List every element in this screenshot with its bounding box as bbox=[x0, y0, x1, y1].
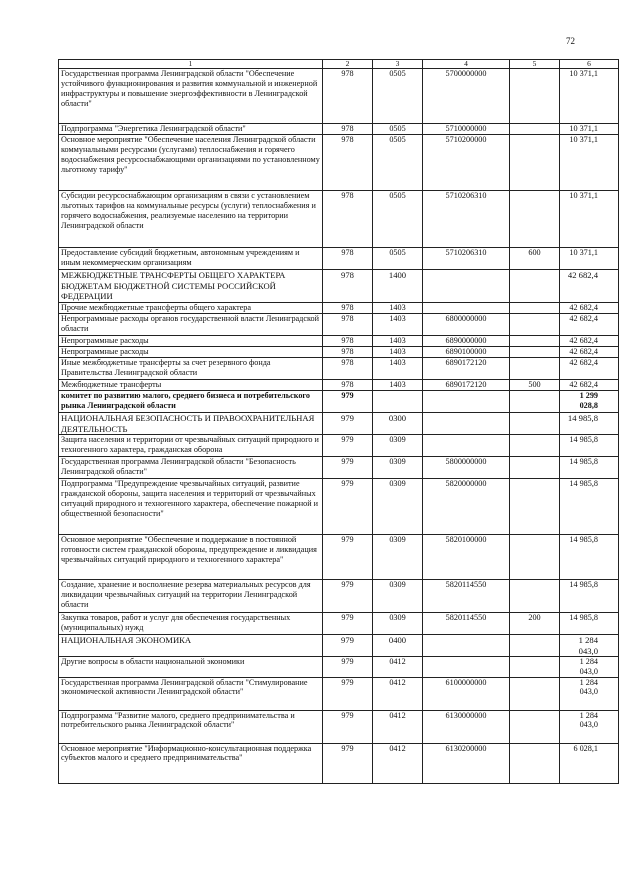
row-code-2: 978 bbox=[323, 303, 373, 314]
table-row bbox=[59, 391, 619, 413]
row-code-3: 1403 bbox=[373, 336, 423, 347]
row-code-5 bbox=[510, 336, 560, 347]
row-amount: 14 985,8 bbox=[560, 457, 619, 479]
row-name: МЕЖБЮДЖЕТНЫЕ ТРАНСФЕРТЫ ОБЩЕГО ХАРАКТЕРА БЮДЖЕТАМ БЮДЖЕТНОЙ СИСТЕМЫ РОССИЙСКОЙ ФЕДЕРАЦИИ bbox=[59, 270, 323, 303]
row-name: Подпрограмма "Развитие малого, среднего предпринимательства и потребительского рынка Ленинградской области" bbox=[59, 710, 323, 743]
row-code-4: 6890172120 bbox=[423, 358, 510, 380]
row-code-3: 1403 bbox=[373, 314, 423, 336]
row-amount: 14 985,8 bbox=[560, 580, 619, 613]
row-code-3: 1403 bbox=[373, 303, 423, 314]
row-name: НАЦИОНАЛЬНАЯ БЕЗОПАСНОСТЬ И ПРАВООХРАНИТЕЛЬНАЯ ДЕЯТЕЛЬНОСТЬ bbox=[59, 413, 323, 435]
page-number: 72 bbox=[566, 36, 575, 46]
row-amount: 42 682,4 bbox=[560, 347, 619, 358]
row-code-5 bbox=[510, 435, 560, 457]
row-name: Основное мероприятие "Обеспечение и поддержание в постоянной готовности систем гражданской обороны, предупреждение и ликвидация чрезвычайных ситуаций природного и техногенного характера" bbox=[59, 535, 323, 580]
row-code-3: 1403 bbox=[373, 347, 423, 358]
row-name: Защита населения и территории от чрезвычайных ситуаций природного и техногенного характера, гражданская оборона bbox=[59, 435, 323, 457]
column-number: 2 bbox=[323, 60, 373, 69]
row-code-5 bbox=[510, 635, 560, 657]
row-name: Прочие межбюджетные трансферты общего характера bbox=[59, 303, 323, 314]
row-code-5 bbox=[510, 347, 560, 358]
row-code-3: 0412 bbox=[373, 743, 423, 783]
row-amount: 42 682,4 bbox=[560, 270, 619, 303]
row-code-4: 5800000000 bbox=[423, 457, 510, 479]
row-name: Субсидии ресурсоснабжающим организациям в связи с установлением льготных тарифов на коммунальные ресурсы (услуги) теплоснабжения и горячего водоснабжения, реализуемые населению на территории Ленинградской области bbox=[59, 191, 323, 248]
row-code-4 bbox=[423, 435, 510, 457]
table-row bbox=[59, 380, 619, 391]
row-code-5 bbox=[510, 656, 560, 677]
row-name: Закупка товаров, работ и услуг для обеспечения государственных (муниципальных) нужд bbox=[59, 613, 323, 635]
row-code-2: 978 bbox=[323, 347, 373, 358]
row-code-3: 1403 bbox=[373, 358, 423, 380]
row-code-2: 978 bbox=[323, 358, 373, 380]
table-row bbox=[59, 135, 619, 191]
row-code-3: 0412 bbox=[373, 656, 423, 677]
row-amount: 14 985,8 bbox=[560, 613, 619, 635]
row-code-4: 5710000000 bbox=[423, 124, 510, 135]
row-code-3: 0505 bbox=[373, 191, 423, 248]
row-code-2: 978 bbox=[323, 380, 373, 391]
row-code-5 bbox=[510, 413, 560, 435]
table-row bbox=[59, 413, 619, 435]
row-code-2: 979 bbox=[323, 743, 373, 783]
table-row bbox=[59, 314, 619, 336]
row-code-5 bbox=[510, 270, 560, 303]
row-code-5: 200 bbox=[510, 613, 560, 635]
budget-table bbox=[58, 59, 619, 784]
row-code-5 bbox=[510, 710, 560, 743]
row-code-5 bbox=[510, 135, 560, 191]
row-name: Основное мероприятие "Обеспечение населения Ленинградской области коммунальными ресурсами (услугами) теплоснабжения и горячего водоснабжения ресурсоснабжающими организациями по установленному льготному тарифу" bbox=[59, 135, 323, 191]
row-code-5 bbox=[510, 358, 560, 380]
row-name: Государственная программа Ленинградской области "Обеспечение устойчивого функционирования и развития коммунальной и инженерной инфраструктуры и повышение энергоэффективности в Ленинградской области" bbox=[59, 69, 323, 124]
column-number: 3 bbox=[373, 60, 423, 69]
row-code-3: 1403 bbox=[373, 380, 423, 391]
row-amount: 10 371,1 bbox=[560, 69, 619, 124]
table-row bbox=[59, 677, 619, 710]
row-amount: 14 985,8 bbox=[560, 535, 619, 580]
row-code-4: 5710206310 bbox=[423, 191, 510, 248]
table-row bbox=[59, 656, 619, 677]
row-amount: 42 682,4 bbox=[560, 314, 619, 336]
row-amount: 1 284 043,0 bbox=[560, 710, 619, 743]
row-code-2: 979 bbox=[323, 413, 373, 435]
row-code-4 bbox=[423, 303, 510, 314]
row-code-5 bbox=[510, 535, 560, 580]
row-code-2: 978 bbox=[323, 270, 373, 303]
row-amount: 10 371,1 bbox=[560, 135, 619, 191]
row-code-2: 978 bbox=[323, 69, 373, 124]
row-name: Подпрограмма "Энергетика Ленинградской области" bbox=[59, 124, 323, 135]
row-amount: 1 284 043,0 bbox=[560, 677, 619, 710]
table-row bbox=[59, 124, 619, 135]
row-name: Непрограммные расходы bbox=[59, 336, 323, 347]
row-code-2: 978 bbox=[323, 124, 373, 135]
row-name: Государственная программа Ленинградской области "Безопасность Ленинградской области" bbox=[59, 457, 323, 479]
table-row bbox=[59, 336, 619, 347]
table-row bbox=[59, 435, 619, 457]
row-name: Другие вопросы в области национальной экономики bbox=[59, 656, 323, 677]
row-amount: 42 682,4 bbox=[560, 336, 619, 347]
row-name: Подпрограмма "Предупреждение чрезвычайных ситуаций, развитие гражданской обороны, защита населения и территорий от чрезвычайных ситуаций природного и техногенного характера, обеспечение пожарной и общественной безопасности" bbox=[59, 479, 323, 535]
row-code-3: 0309 bbox=[373, 457, 423, 479]
row-amount: 42 682,4 bbox=[560, 358, 619, 380]
row-code-3: 0309 bbox=[373, 613, 423, 635]
row-code-4 bbox=[423, 656, 510, 677]
row-code-3: 0505 bbox=[373, 69, 423, 124]
row-code-2: 979 bbox=[323, 535, 373, 580]
row-code-4: 6890000000 bbox=[423, 336, 510, 347]
row-code-4: 5820100000 bbox=[423, 535, 510, 580]
row-amount: 1 299 028,8 bbox=[560, 391, 619, 413]
row-code-2: 979 bbox=[323, 710, 373, 743]
row-code-5 bbox=[510, 191, 560, 248]
row-amount: 14 985,8 bbox=[560, 479, 619, 535]
row-code-3: 0412 bbox=[373, 710, 423, 743]
row-code-2: 978 bbox=[323, 135, 373, 191]
row-name: Непрограммные расходы органов государственной власти Ленинградской области bbox=[59, 314, 323, 336]
row-code-3: 0400 bbox=[373, 635, 423, 657]
table-row bbox=[59, 479, 619, 535]
row-code-4: 5700000000 bbox=[423, 69, 510, 124]
row-name: Государственная программа Ленинградской области "Стимулирование экономической активности Ленинградской области" bbox=[59, 677, 323, 710]
row-amount: 10 371,1 bbox=[560, 248, 619, 270]
row-code-5 bbox=[510, 124, 560, 135]
row-code-4: 5710206310 bbox=[423, 248, 510, 270]
row-code-3: 1400 bbox=[373, 270, 423, 303]
row-code-4: 6130200000 bbox=[423, 743, 510, 783]
row-code-4: 5710200000 bbox=[423, 135, 510, 191]
row-code-4 bbox=[423, 270, 510, 303]
row-amount: 10 371,1 bbox=[560, 191, 619, 248]
row-code-2: 979 bbox=[323, 613, 373, 635]
row-code-2: 978 bbox=[323, 314, 373, 336]
row-name: НАЦИОНАЛЬНАЯ ЭКОНОМИКА bbox=[59, 635, 323, 657]
row-name: Иные межбюджетные трансферты за счет резервного фонда Правительства Ленинградской области bbox=[59, 358, 323, 380]
row-code-5 bbox=[510, 677, 560, 710]
table-row bbox=[59, 535, 619, 580]
table-row bbox=[59, 613, 619, 635]
table-row bbox=[59, 635, 619, 657]
row-code-3: 0505 bbox=[373, 135, 423, 191]
row-code-3: 0309 bbox=[373, 535, 423, 580]
table-row bbox=[59, 69, 619, 124]
row-code-5 bbox=[510, 314, 560, 336]
row-amount: 14 985,8 bbox=[560, 413, 619, 435]
row-code-4: 6130000000 bbox=[423, 710, 510, 743]
table-row bbox=[59, 248, 619, 270]
row-code-3: 0309 bbox=[373, 479, 423, 535]
table-row bbox=[59, 580, 619, 613]
row-code-3: 0505 bbox=[373, 124, 423, 135]
column-number-row bbox=[59, 60, 619, 69]
row-amount: 6 028,1 bbox=[560, 743, 619, 783]
row-code-5 bbox=[510, 69, 560, 124]
row-code-4 bbox=[423, 413, 510, 435]
row-code-2: 978 bbox=[323, 336, 373, 347]
row-code-5 bbox=[510, 457, 560, 479]
row-code-2: 978 bbox=[323, 248, 373, 270]
row-code-5 bbox=[510, 303, 560, 314]
row-code-2: 979 bbox=[323, 479, 373, 535]
row-code-2: 978 bbox=[323, 191, 373, 248]
table-row bbox=[59, 270, 619, 303]
column-number: 5 bbox=[510, 60, 560, 69]
row-code-2: 979 bbox=[323, 656, 373, 677]
table-row bbox=[59, 303, 619, 314]
column-number: 1 bbox=[59, 60, 323, 69]
row-code-4 bbox=[423, 635, 510, 657]
row-code-3: 0309 bbox=[373, 435, 423, 457]
row-code-5 bbox=[510, 580, 560, 613]
row-code-5: 600 bbox=[510, 248, 560, 270]
row-code-3: 0300 bbox=[373, 413, 423, 435]
row-code-3: 0309 bbox=[373, 580, 423, 613]
row-amount: 10 371,1 bbox=[560, 124, 619, 135]
row-code-5 bbox=[510, 479, 560, 535]
row-name: Межбюджетные трансферты bbox=[59, 380, 323, 391]
row-code-4 bbox=[423, 391, 510, 413]
row-code-3 bbox=[373, 391, 423, 413]
table-row bbox=[59, 347, 619, 358]
row-code-4: 5820114550 bbox=[423, 613, 510, 635]
row-amount: 42 682,4 bbox=[560, 380, 619, 391]
row-code-2: 979 bbox=[323, 635, 373, 657]
table-row bbox=[59, 191, 619, 248]
row-name: Предоставление субсидий бюджетным, автономным учреждениям и иным некоммерческим организациям bbox=[59, 248, 323, 270]
table-row bbox=[59, 710, 619, 743]
row-name: Непрограммные расходы bbox=[59, 347, 323, 358]
row-code-4: 6890100000 bbox=[423, 347, 510, 358]
table-row bbox=[59, 457, 619, 479]
row-code-2: 979 bbox=[323, 391, 373, 413]
column-number: 4 bbox=[423, 60, 510, 69]
row-amount: 1 284 043,0 bbox=[560, 656, 619, 677]
row-name: Основное мероприятие "Информационно-консультационная поддержка субъектов малого и среднего предпринимательства" bbox=[59, 743, 323, 783]
table-row bbox=[59, 358, 619, 380]
row-name: комитет по развитию малого, среднего бизнеса и потребительского рынка Ленинградской области bbox=[59, 391, 323, 413]
row-code-4: 6890172120 bbox=[423, 380, 510, 391]
row-code-2: 979 bbox=[323, 457, 373, 479]
row-amount: 14 985,8 bbox=[560, 435, 619, 457]
row-code-4: 5820000000 bbox=[423, 479, 510, 535]
row-code-3: 0505 bbox=[373, 248, 423, 270]
row-code-4: 6800000000 bbox=[423, 314, 510, 336]
row-amount: 1 284 043,0 bbox=[560, 635, 619, 657]
row-code-2: 979 bbox=[323, 435, 373, 457]
row-code-2: 979 bbox=[323, 580, 373, 613]
row-code-5: 500 bbox=[510, 380, 560, 391]
row-name: Создание, хранение и восполнение резерва материальных ресурсов для ликвидации чрезвычайных ситуаций на территории Ленинградской области bbox=[59, 580, 323, 613]
row-code-3: 0412 bbox=[373, 677, 423, 710]
row-code-5 bbox=[510, 391, 560, 413]
row-code-5 bbox=[510, 743, 560, 783]
column-number: 6 bbox=[560, 60, 619, 69]
row-code-2: 979 bbox=[323, 677, 373, 710]
row-code-4: 5820114550 bbox=[423, 580, 510, 613]
row-code-4: 6100000000 bbox=[423, 677, 510, 710]
row-amount: 42 682,4 bbox=[560, 303, 619, 314]
table-row bbox=[59, 743, 619, 783]
